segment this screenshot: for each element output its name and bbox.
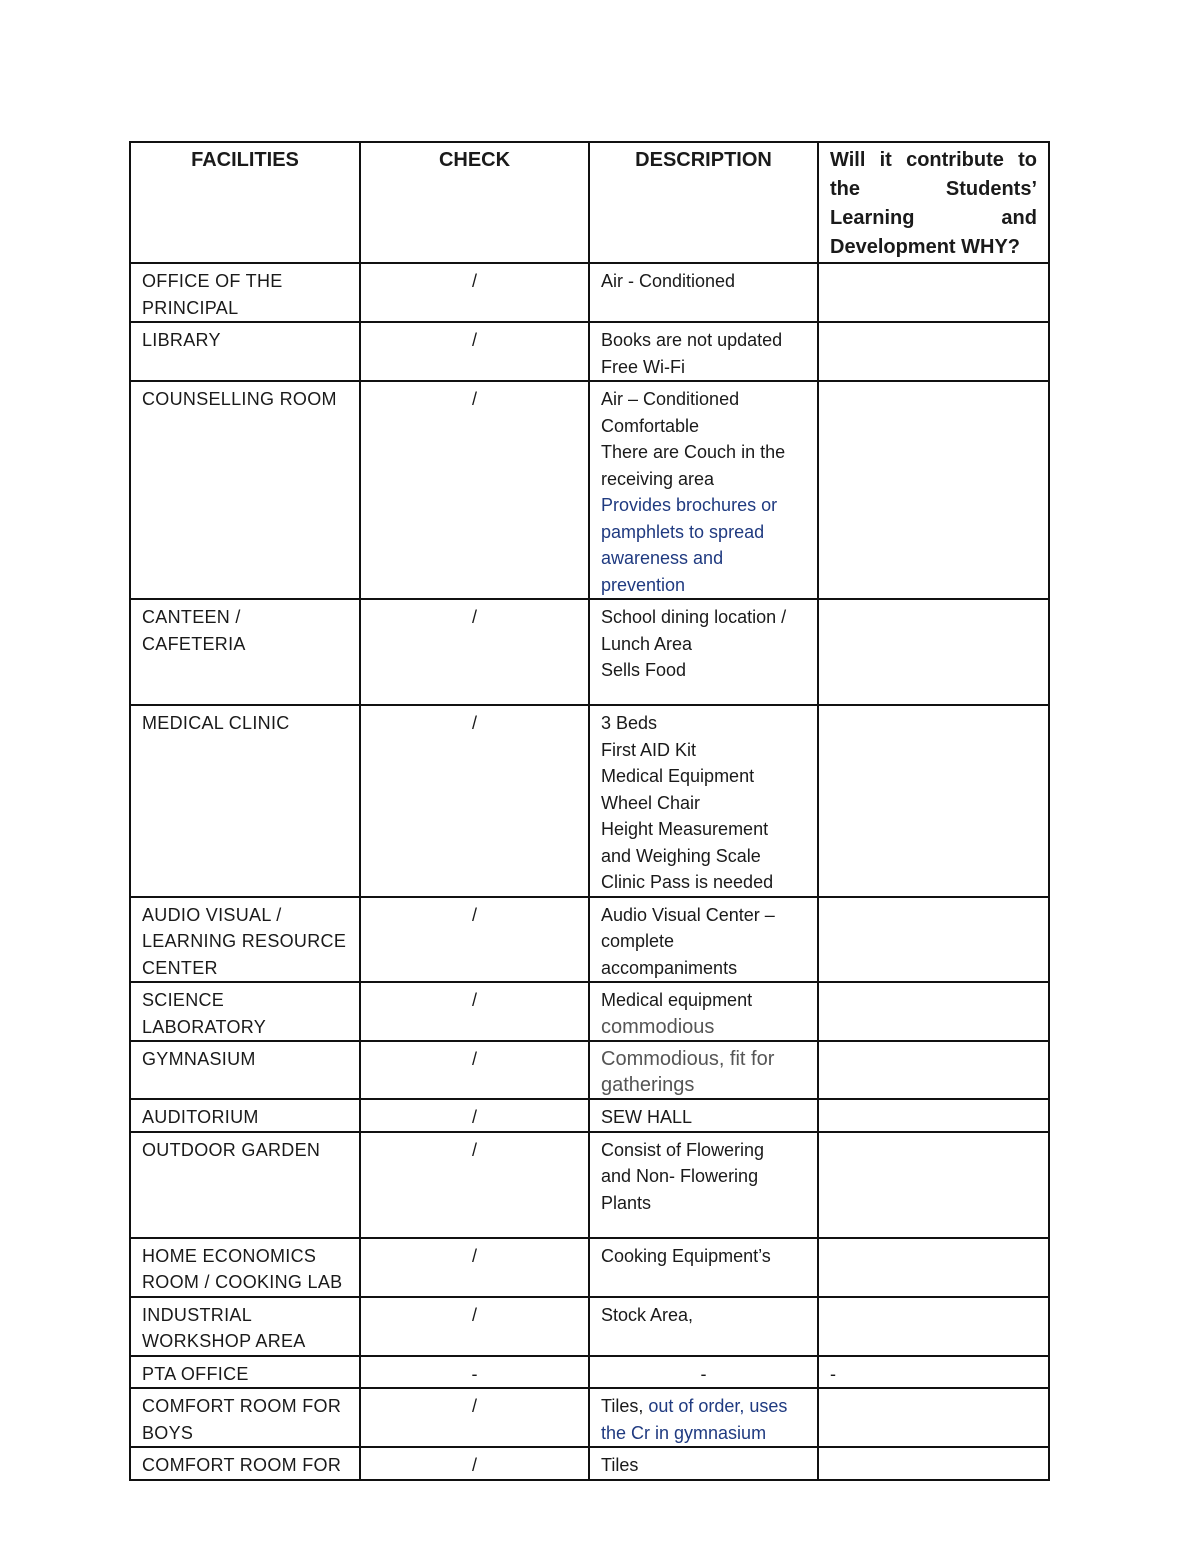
header-why: Will it contribute to the Students’ Learning and Development WHY?	[818, 142, 1049, 263]
check-mark: /	[360, 1388, 589, 1447]
table-row	[130, 705, 1049, 897]
description-cell	[589, 1238, 818, 1297]
description-line: Audio Visual Center –	[601, 904, 775, 925]
why-cell	[818, 897, 1049, 983]
description-line: -	[700, 1363, 707, 1384]
description-line: Medical Equipment	[601, 766, 755, 786]
description-line: Consist of Flowering	[601, 1139, 765, 1160]
description-line: SEW HALL	[601, 1107, 693, 1127]
description-line: Books are not updated	[601, 330, 783, 350]
why-cell	[818, 1238, 1049, 1297]
check-mark: /	[360, 599, 589, 705]
description-line: Plants	[601, 1192, 652, 1213]
facility-cell	[130, 1388, 360, 1447]
header-check: CHECK	[360, 142, 589, 263]
description-line: Clinic Pass is needed	[601, 872, 774, 892]
description-line: Air - Conditioned	[601, 271, 736, 291]
facility-cell	[130, 982, 360, 1041]
check-mark: /	[360, 1297, 589, 1356]
table-row	[130, 1388, 1049, 1447]
description-cell	[589, 1447, 818, 1480]
check-mark: /	[360, 1238, 589, 1297]
facility-name-line: AUDITORIUM	[142, 1107, 259, 1127]
header-row	[130, 142, 1049, 263]
description-line: gatherings	[601, 1074, 695, 1096]
check-mark: -	[360, 1356, 589, 1389]
table-row	[130, 897, 1049, 983]
why-cell	[818, 1297, 1049, 1356]
facility-cell	[130, 705, 360, 897]
check-mark: /	[360, 897, 589, 983]
description-text-highlight: out of order, uses	[648, 1396, 788, 1416]
facility-name-line: GYMNASIUM	[142, 1049, 256, 1069]
facility-cell	[130, 1041, 360, 1099]
facility-cell	[130, 1356, 360, 1389]
facility-name-line: MEDICAL CLINIC	[142, 713, 290, 733]
check-mark: /	[360, 1099, 589, 1132]
description-line: Wheel Chair	[601, 792, 701, 813]
table-row	[130, 1099, 1049, 1132]
check-mark: /	[360, 705, 589, 897]
description-line: Air – Conditioned	[601, 389, 740, 409]
why-cell	[818, 1099, 1049, 1132]
why-cell	[818, 705, 1049, 897]
description-cell	[589, 381, 818, 599]
facility-name-line: AUDIO VISUAL /	[142, 904, 282, 925]
description-cell	[589, 263, 818, 322]
check-mark: /	[360, 263, 589, 322]
description-cell	[589, 322, 818, 381]
description-line: accompaniments	[601, 957, 738, 978]
header-description: DESCRIPTION	[589, 142, 818, 263]
description-line: Stock Area,	[601, 1304, 694, 1325]
table-row	[130, 1447, 1049, 1480]
facility-cell	[130, 322, 360, 381]
why-cell	[818, 263, 1049, 322]
check-mark: /	[360, 982, 589, 1041]
header-facilities: FACILITIES	[130, 142, 360, 263]
facility-name-line: PTA OFFICE	[142, 1363, 249, 1384]
description-line: Tiles	[601, 1455, 639, 1475]
table-row	[130, 322, 1049, 381]
description-line: Sells Food	[601, 660, 687, 680]
why-cell	[818, 599, 1049, 705]
description-line: receiving area	[601, 468, 715, 489]
facility-cell	[130, 1132, 360, 1238]
facility-name-line: COUNSELLING ROOM	[142, 389, 337, 409]
table-row	[130, 1041, 1049, 1099]
why-cell: -	[818, 1356, 1049, 1389]
why-cell	[818, 322, 1049, 381]
table-row	[130, 381, 1049, 599]
check-mark: /	[360, 1041, 589, 1099]
facilities-table	[129, 141, 1050, 1481]
why-cell	[818, 1041, 1049, 1099]
facility-name-line: LEARNING RESOURCE	[142, 931, 347, 951]
facility-name-line: OUTDOOR GARDEN	[142, 1139, 321, 1160]
facility-cell	[130, 1297, 360, 1356]
description-line: 3 Beds	[601, 713, 658, 733]
facility-cell	[130, 1238, 360, 1297]
description-line: Free Wi-Fi	[601, 356, 685, 377]
facility-name-line: HOME ECONOMICS	[142, 1245, 317, 1266]
table-body	[130, 263, 1049, 1480]
why-cell	[818, 1447, 1049, 1480]
description-line: and Non- Flowering	[601, 1166, 759, 1186]
description-cell	[589, 705, 818, 897]
facility-cell	[130, 381, 360, 599]
description-line: First AID Kit	[601, 739, 697, 760]
description-line: Medical equipment	[601, 990, 753, 1010]
facility-name-line: CENTER	[142, 957, 218, 978]
table-row	[130, 1356, 1049, 1389]
description-line: prevention	[601, 574, 686, 595]
facility-name-line: COMFORT ROOM FOR	[142, 1455, 342, 1475]
description-line: commodious	[601, 1015, 715, 1038]
facility-cell	[130, 1099, 360, 1132]
check-mark: /	[360, 1447, 589, 1480]
facility-name-line: LIBRARY	[142, 330, 221, 350]
description-line: Comfortable	[601, 415, 700, 436]
facility-name-line: PRINCIPAL	[142, 297, 239, 318]
description-cell	[589, 1041, 818, 1099]
description-cell	[589, 1297, 818, 1356]
table-row	[130, 263, 1049, 322]
description-line: Cooking Equipment’s	[601, 1245, 771, 1266]
description-cell	[589, 599, 818, 705]
description-cell	[589, 982, 818, 1041]
why-cell	[818, 381, 1049, 599]
description-text: Tiles,	[601, 1396, 649, 1416]
table-row	[130, 1297, 1049, 1356]
table-row	[130, 1238, 1049, 1297]
facility-name-line: SCIENCE LABORATORY	[142, 990, 267, 1037]
description-line: complete	[601, 931, 675, 951]
table-row	[130, 599, 1049, 705]
facility-name-line: BOYS	[142, 1422, 194, 1443]
description-line: Provides brochures or	[601, 495, 778, 515]
facility-cell	[130, 599, 360, 705]
description-line: School dining location /	[601, 607, 787, 627]
facility-cell	[130, 263, 360, 322]
description-line: awareness and	[601, 548, 724, 568]
check-mark: /	[360, 322, 589, 381]
check-mark: /	[360, 1132, 589, 1238]
facility-name-line: ROOM / COOKING LAB	[142, 1272, 343, 1292]
description-line: Lunch Area	[601, 633, 693, 654]
check-mark: /	[360, 381, 589, 599]
description-line: There are Couch in the	[601, 442, 786, 462]
facility-name-line: COMFORT ROOM FOR	[142, 1396, 342, 1416]
description-line: pamphlets to spread	[601, 521, 765, 542]
description-cell	[589, 1099, 818, 1132]
description-line: the Cr in gymnasium	[601, 1422, 767, 1443]
description-cell	[589, 1388, 818, 1447]
table-row	[130, 982, 1049, 1041]
description-line	[601, 1393, 806, 1420]
description-cell	[589, 1132, 818, 1238]
facility-name-line: CANTEEN / CAFETERIA	[142, 607, 246, 654]
why-cell	[818, 1132, 1049, 1238]
why-cell	[818, 1388, 1049, 1447]
description-line: Height Measurement	[601, 819, 769, 839]
facility-cell	[130, 1447, 360, 1480]
facility-name-line: INDUSTRIAL	[142, 1304, 253, 1325]
facility-name-line: OFFICE OF THE	[142, 271, 283, 291]
description-cell	[589, 1356, 818, 1389]
table-row	[130, 1132, 1049, 1238]
description-cell	[589, 897, 818, 983]
facility-cell	[130, 897, 360, 983]
facility-name-line: WORKSHOP AREA	[142, 1331, 306, 1351]
description-line: and Weighing Scale	[601, 845, 761, 866]
description-line: Commodious, fit for	[601, 1048, 775, 1070]
why-cell	[818, 982, 1049, 1041]
